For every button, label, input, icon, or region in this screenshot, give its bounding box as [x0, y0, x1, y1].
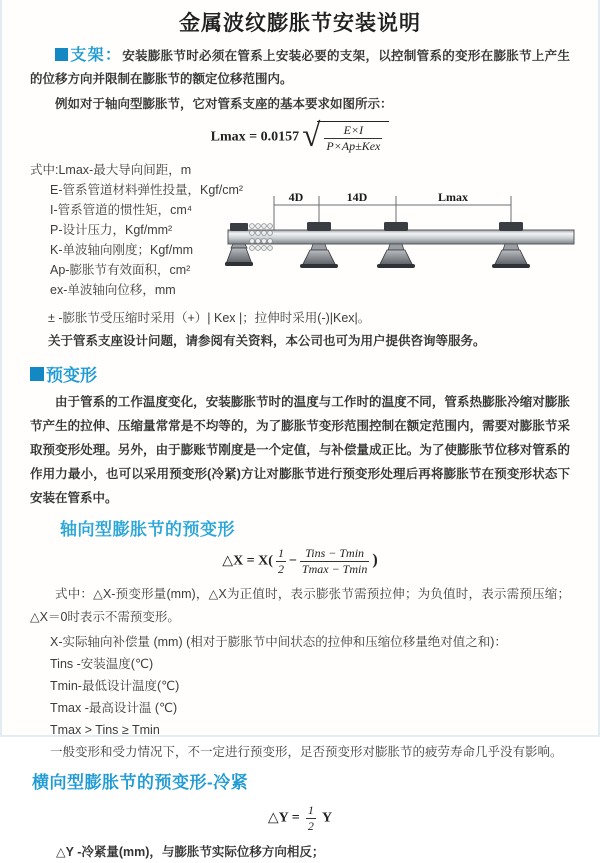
cold-tighten-note: △Y -冷紧量(mm)，与膨胀节实际位移方向相反；: [56, 845, 325, 859]
support-intro-paragraph: [30, 44, 570, 91]
minus-operator: −: [288, 553, 297, 569]
half-numerator: 1: [277, 546, 284, 560]
plus-minus-note: ± -膨胀节受压缩时采用（+）| Kex |；拉伸时采用(-)|Kex|。: [48, 311, 371, 325]
axial-definition-lines: [30, 631, 570, 763]
preset-section-title: 预变形: [46, 366, 97, 385]
preset-section-header: [30, 366, 570, 386]
pipe: [228, 230, 574, 244]
support-intro-text: 安装膨胀节时必须在管系上安装必要的支架，以控制管系的变形在膨胀节上产生的位移方向并限制在膨胀节的额定位移范围内。: [30, 49, 570, 86]
axial-subsection-title: 轴向型膨胀节的预变形: [60, 520, 235, 539]
fatigue-note-line: 一般变形和受力情况下，不一定进行预变形，足否预变形对膨胀节的疲劳寿命几乎没有影响。: [50, 745, 563, 759]
temperature-fraction: [300, 546, 369, 577]
axial-formula: [30, 546, 570, 577]
preset-body-paragraph: 由于管系的工作温度变化，安装膨胀节时的温度与工作时的温度不同，管系热膨胀冷缩对膨胀节产生的拉伸、压缩量常常是不均等的，为了膨胀节变形范围控制在额定范围内，需要对膨胀节采取预变形处理。另外，由于膨账节刚度是一个定值，与补偿量成正比。为了使膨胀节位移对管系的作用力最小，也可以采用预变形(冷紧)方让对膨胀节进行预变形处理后再将膨胀节在预变形状态下安装在管系中。: [30, 395, 570, 505]
lmax-fraction: [324, 123, 382, 154]
section-square-icon: [30, 367, 44, 381]
lateral-half-fraction: [306, 803, 316, 834]
dim-label-lmax: Lmax: [438, 190, 468, 204]
definitions-and-diagram: [30, 160, 570, 308]
definition-line: Tmin-最低设计温度(℃): [50, 679, 180, 693]
guide-support: [492, 222, 530, 268]
lmax-fraction-numerator: E×I: [343, 123, 364, 137]
definition-line: P-设计压力，Kgf/mm²: [50, 223, 173, 237]
definition-line: Tmax > Tins ≥ Tmin: [50, 723, 160, 737]
consult-note: 关于管系支座设计问题，请参阅有关资料，本公司也可为用户提供咨询等服务。: [48, 334, 486, 348]
definition-line: K-单波轴向刚度；Kgf/mm: [50, 243, 194, 257]
axial-explain-paragraph: 式中：△X-预变形量(mm)，△X为正值时，表示膨张节需预拉伸；为负值时，表示需预压缩；△X＝0时表示不需预变形。: [30, 587, 570, 624]
example-line: 例如对于轴向型膨胀节，它对管系支座的基本要求如图所示：: [55, 97, 393, 111]
definition-line: Tins -安装温度(℃): [50, 657, 154, 671]
sqrt-expression: [302, 118, 389, 154]
definition-line: Tmax -最高设计温 (℃): [50, 701, 178, 715]
definition-line: I-管系管道的惯性矩，cm⁴: [50, 203, 193, 217]
half-denominator: 2: [277, 562, 284, 576]
definition-line: X-实际轴向补偿量 (mm) (相对于膨胀节中间状态的拉伸和压缩位移量绝对值之和)：: [50, 635, 507, 649]
guide-support: [377, 222, 415, 268]
lateral-formula-rhs: Y: [321, 810, 333, 826]
guide-support: [300, 222, 338, 268]
definition-line: ex-单波轴向位移，mm: [50, 283, 176, 297]
definition-line: Ap-膨胀节有效面积，cm²: [50, 263, 191, 277]
lateral-half-denominator: 2: [307, 819, 314, 833]
support-section-label: 支架：: [70, 47, 123, 64]
lateral-formula-lhs: △Y =: [267, 810, 300, 826]
axial-formula-lhs: △X = X(: [222, 553, 273, 569]
lateral-formula: [30, 803, 570, 834]
dim-label-4d: 4D: [288, 190, 304, 204]
section-square-icon: [55, 48, 68, 61]
temp-fraction-denominator: Tmax − Tmin: [301, 562, 368, 576]
lmax-formula-lhs: Lmax = 0.0157: [210, 129, 300, 145]
definition-line: E-管系管道材料弹性投量，Kgf/cm²: [50, 183, 244, 197]
lateral-half-numerator: 1: [307, 803, 314, 817]
page-title: 金属波纹膨胀节安装说明: [179, 12, 421, 35]
pipe-support-diagram: [226, 188, 576, 288]
definition-line: 式中:Lmax-最大导向间距，m: [30, 163, 192, 177]
dim-label-14d: 14D: [346, 190, 368, 204]
lmax-fraction-denominator: P×Ap±Kex: [326, 139, 381, 153]
radical-sign: √: [302, 118, 321, 154]
lmax-formula: [30, 118, 570, 154]
temp-fraction-numerator: Tins − Tmin: [305, 546, 365, 560]
right-paren: ): [372, 551, 378, 569]
lateral-subsection-title: 横向型膨胀节的预变形-冷紧: [32, 773, 249, 792]
half-fraction: [276, 546, 286, 577]
